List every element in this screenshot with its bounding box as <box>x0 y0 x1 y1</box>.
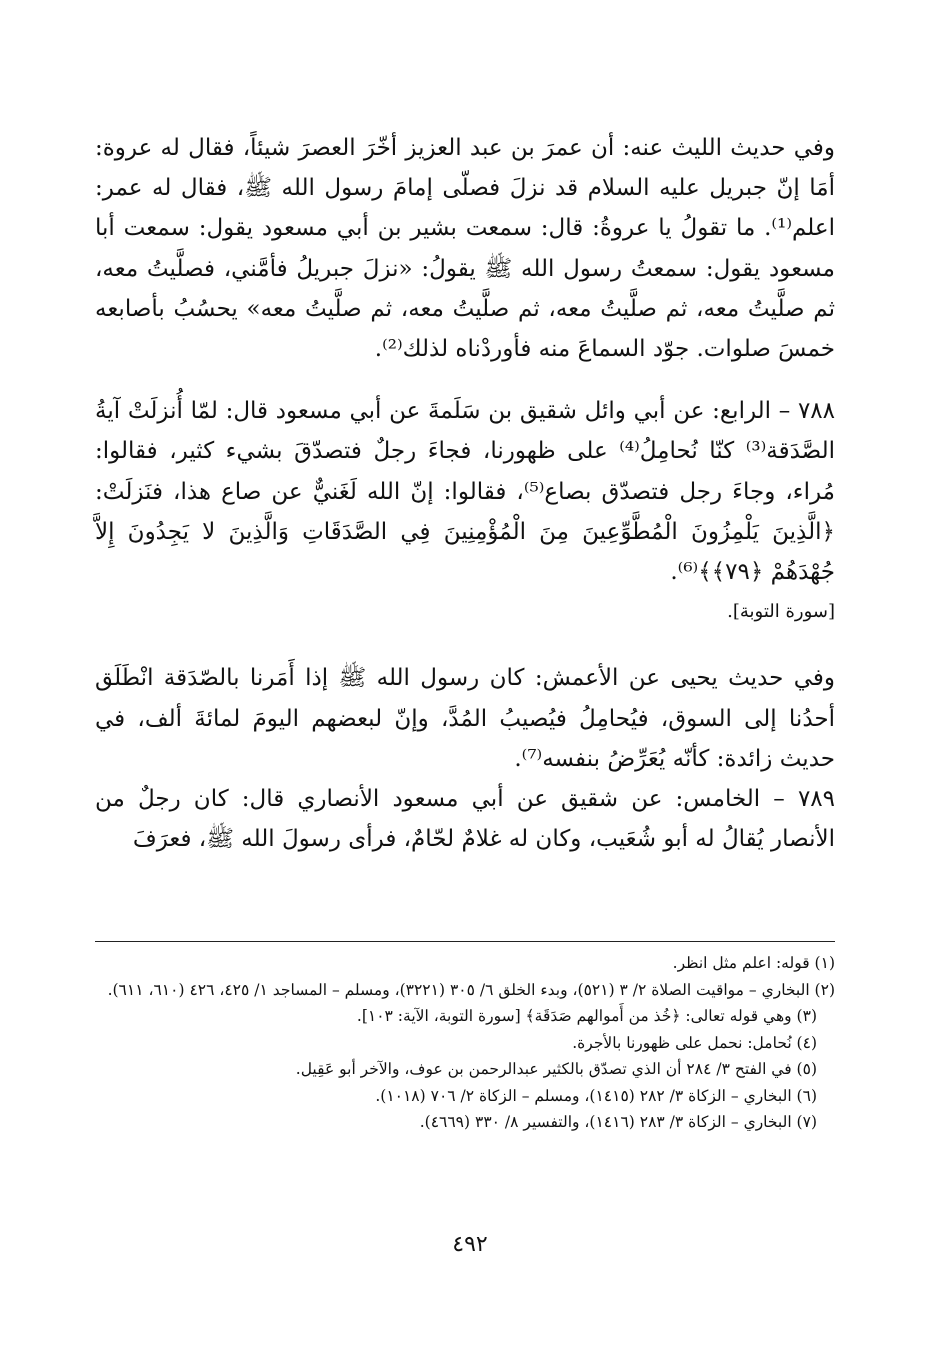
paragraph-hadith-789: ٧٨٩ – الخامس: عن شقيق عن أبي مسعود الأنصاري قال: كان رجلٌ من الأنصار يُقالُ له أبو شُعَيب، وكان له غلامٌ لحّامٌ، فرأى رسولَ الله ﷺ، فعرَفَ <box>95 786 835 853</box>
footnote-3: (٣) وهي قوله تعالى: ﴿خُذ من أَموالهم صَدَقَة﴾ [سورة التوبة، الآية: ١٠٣]. <box>356 1007 817 1025</box>
footnote-1: (١) قوله: اعلم مثل انظر. <box>672 954 835 972</box>
page-number: ٤٩٢ <box>452 1232 488 1257</box>
footnote-5: (٥) في الفتح ٣/ ٢٨٤ أن الذي تصدّق بالكثير عبدالرحمن بن عوف، والآخر أبو عَقِيل. <box>295 1060 817 1078</box>
footnote-divider <box>95 941 835 942</box>
footnote-4: (٤) نُحامل: نحمل على ظهورنا بالأجرة. <box>572 1033 817 1052</box>
paragraph-hadith-layth: وفي حديث الليث عنه: أن عمرَ بن عبد العزيز أخّرَ العصرَ شيئاً، فقال له عروة: أمَا إنّ جبريل عليه السلام قد نزلَ فصلّى إمامَ رسول الله ﷺ، فقال له عمر: اعلم⁽¹⁾. ما تقولُ يا عروةُ: قال: سمعت بشير بن أبي مسعود يقول: سمعت أبا مسعود يقول: سمعتُ رسول الله ﷺ يقولُ: «نزلَ جبريلُ فأمَّني، فصلَّيتُ معه، ثم صلَّيتُ معه، ثم صلَّيتُ معه، ثم صلَّيتُ معه، ثم صلَّيتُ معه» يحسُبُ بأصابعه خمسَ صلوات. جوّد السماعَ منه فأوردْناه لذلك⁽²⁾. <box>95 135 835 363</box>
footnote-6: (٦) البخاري – الزكاة ٣/ ٢٨٢ (١٤١٥)، ومسلم – الزكاة ٢/ ٧٠٦ (١٠١٨). <box>375 1086 817 1105</box>
main-text <box>95 128 835 859</box>
footnote-2: (٢) البخاري – مواقيت الصلاة ٢/ ٣ (٥٢١)، وبدء الخلق ٦/ ٣٠٥ (٣٢٢١)، ومسلم – المساجد ١/ ٤٢٥، ٤٢٦ (٦١٠، ٦١١). <box>107 980 835 999</box>
footnote-7: (٧) البخاري – الزكاة ٣/ ٢٨٣ (١٤١٦)، والتفسير ٨/ ٣٣٠ (٤٦٦٩). <box>419 1113 817 1131</box>
footnotes <box>95 950 835 1136</box>
paragraph-hadith-yahya: وفي حديث يحيى عن الأعمش: كان رسول الله ﷺ إذا أَمَرنا بالصّدَقة انْطَلَق أحدُنا إلى السوق، فيُحامِلُ فيُصيبُ المُدَّ، وإنّ لبعضهم اليومَ لمائةَ ألف، في حديث زائدة: كأنّه يُعَرِّضُ بنفسه⁽⁷⁾. <box>95 665 835 772</box>
paragraph-hadith-788: ٧٨٨ – الرابع: عن أبي وائل شقيق بن سَلَمةَ عن أبي مسعود قال: لمّا أُنزلَتْ آيةُ الصَّدَقة⁽³⁾ كنّا نُحامِلُ⁽⁴⁾ على ظهورنا، فجاءَ رجلٌ فتصدّقَ بشيء كثير، فقالوا: مُراء، وجاءَ رجل فتصدّق بصاع⁽⁵⁾، فقالوا: إنّ الله لَغَنيٌّ عن صاع هذا، فنَزلَتْ: ﴿الَّذِينَ يَلْمِزُونَ الْمُطَّوِّعِينَ مِنَ الْمُؤْمِنِينَ فِي الصَّدَقَاتِ وَالَّذِينَ لا يَجِدُونَ إِلاَّ جُهْدَهُمْ ﴿٧٩﴾﴾⁽⁶⁾. <box>95 398 835 586</box>
surah-reference: [سورة التوبة]. <box>727 601 835 623</box>
